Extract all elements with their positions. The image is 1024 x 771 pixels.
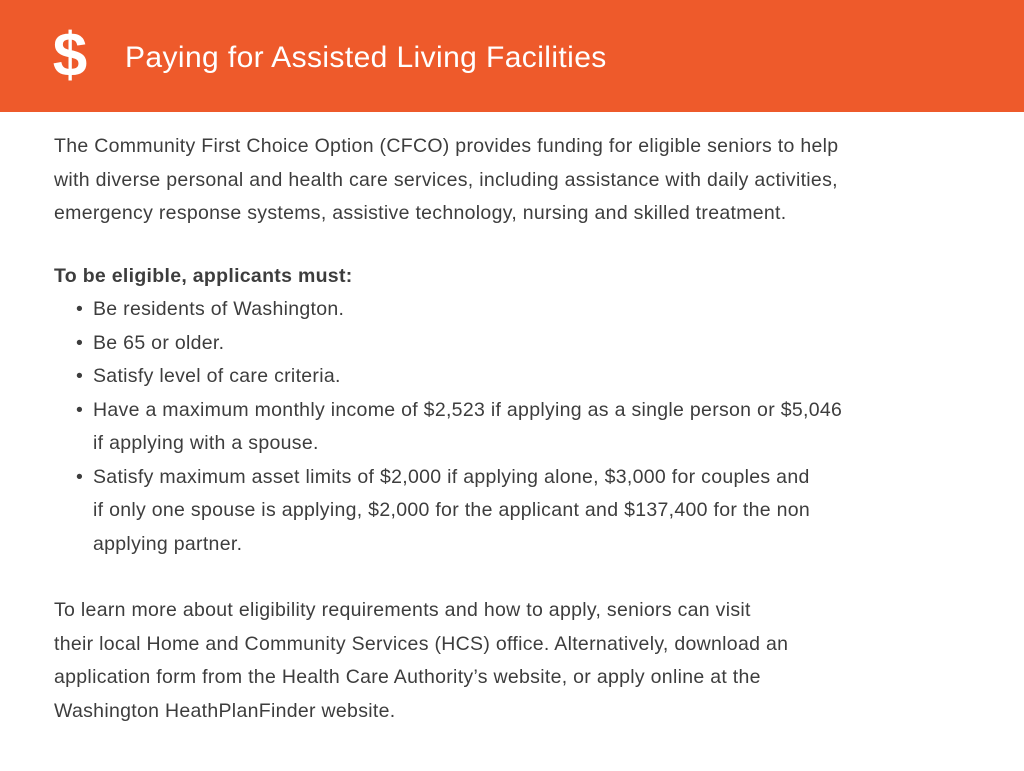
outro-line: To learn more about eligibility requirements and how to apply, seniors can visit xyxy=(54,599,751,621)
list-item-line: Be residents of Washington. xyxy=(93,298,345,320)
intro-paragraph xyxy=(54,130,984,231)
outro-paragraph xyxy=(54,594,984,728)
dollar-icon: $ xyxy=(52,21,88,90)
list-item-line: if applying with a spouse. xyxy=(93,432,319,454)
list-item xyxy=(76,360,984,394)
list-item xyxy=(76,293,984,327)
list-item xyxy=(76,394,984,461)
outro-line: their local Home and Community Services (HCS) office. Alternatively, download an xyxy=(54,632,789,655)
list-item-line: applying partner. xyxy=(93,532,243,555)
intro-line: The Community First Choice Option (CFCO) provides funding for eligible seniors to help xyxy=(54,135,839,157)
list-item xyxy=(76,461,984,562)
list-item-line: if only one spouse is applying, $2,000 for the applicant and $137,400 for the non xyxy=(93,499,811,521)
outro-line: application form from the Health Care Authority’s website, or apply online at the xyxy=(54,666,761,688)
eligibility-heading: To be eligible, applicants must: xyxy=(54,264,353,287)
header-banner xyxy=(0,0,1024,112)
outro-line: Washington HeathPlanFinder website. xyxy=(54,699,396,722)
list-item-line: Be 65 or older. xyxy=(93,331,225,354)
list-item-line: Have a maximum monthly income of $2,523 if applying as a single person or $5,046 xyxy=(93,398,843,421)
intro-line: with diverse personal and health care services, including assistance with daily activities, xyxy=(54,168,838,191)
list-item-line: Satisfy level of care criteria. xyxy=(93,365,341,387)
intro-line: emergency response systems, assistive technology, nursing and skilled treatment. xyxy=(54,202,787,224)
list-item xyxy=(76,327,984,361)
content-body xyxy=(54,130,984,728)
page-title: Paying for Assisted Living Facilities xyxy=(125,41,607,74)
requirements-list xyxy=(54,293,984,561)
list-item-line: Satisfy maximum asset limits of $2,000 if applying alone, $3,000 for couples and xyxy=(93,465,810,488)
